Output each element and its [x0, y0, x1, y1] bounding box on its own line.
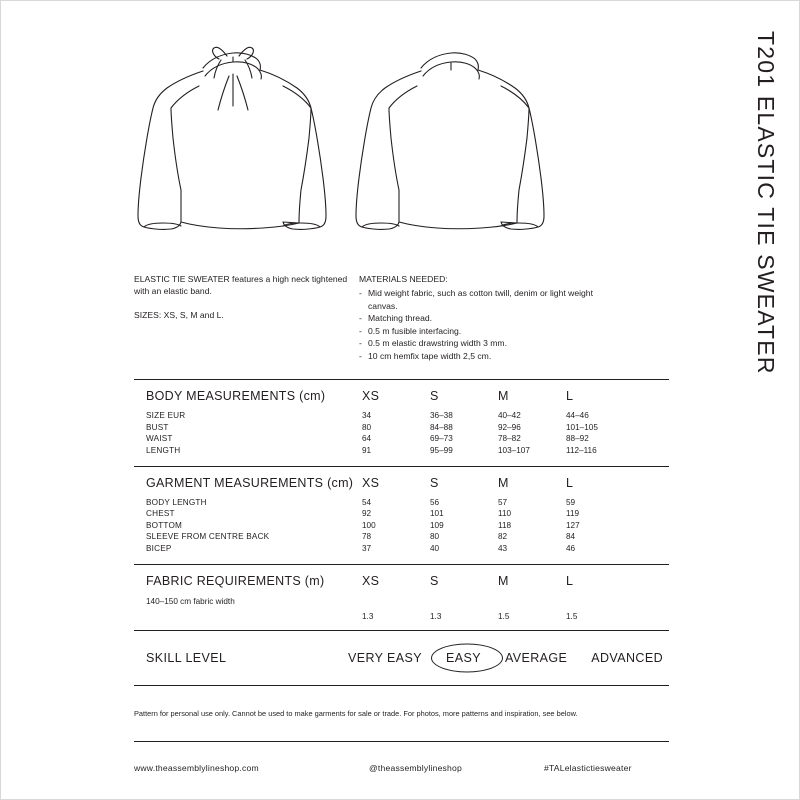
table-row	[134, 508, 669, 520]
row-label: WAIST	[146, 434, 173, 444]
materials-block	[359, 273, 609, 362]
sizes-text: SIZES: XS, S, M and L.	[134, 309, 224, 320]
column-header-s: S	[430, 573, 439, 588]
body-measurements-section	[134, 380, 669, 467]
table-row	[134, 410, 669, 422]
cell: 44–46	[566, 411, 589, 420]
table-row	[134, 497, 669, 509]
cell: 84–88	[430, 422, 453, 432]
column-header-xs: XS	[362, 389, 380, 403]
description-text: features a high neck tightened with an elastic band.	[134, 274, 348, 297]
table-header-row	[134, 574, 669, 595]
cell: 80	[362, 422, 372, 432]
table-title: BODY MEASUREMENTS (cm)	[146, 389, 326, 403]
garment-measurements-section	[134, 467, 669, 565]
skill-option-very-easy[interactable]: VERY EASY	[347, 650, 422, 665]
cell: 1.3	[430, 611, 442, 621]
list-item: - Matching thread.	[359, 312, 609, 324]
table-row	[134, 543, 669, 555]
column-header-m: M	[498, 389, 509, 403]
footer-divider	[134, 741, 669, 742]
row-label: CHEST	[146, 509, 175, 519]
cell: 92–96	[498, 422, 521, 432]
cell: 101	[430, 509, 444, 519]
cell: 1.3	[362, 611, 374, 621]
column-header-l: L	[566, 475, 574, 490]
cell: 118	[498, 520, 512, 530]
cell: 80	[430, 532, 440, 542]
skill-level-section	[134, 631, 669, 685]
column-header-m: M	[498, 475, 509, 490]
cell: 69–73	[430, 434, 453, 444]
skill-option-easy-selected[interactable]: EASY	[446, 650, 481, 665]
row-label: 140–150 cm fabric width	[146, 596, 235, 606]
materials-title: MATERIALS NEEDED:	[359, 274, 448, 284]
technical-drawings	[111, 26, 651, 271]
cell: 78–82	[498, 434, 521, 444]
website-link[interactable]: www.theassemblylineshop.com	[134, 763, 259, 773]
column-header-xs: XS	[362, 475, 380, 490]
column-header-l: L	[566, 573, 574, 588]
front-view-illustration	[138, 47, 326, 229]
cell: 95–99	[430, 445, 453, 455]
description-block	[134, 273, 349, 321]
hashtag[interactable]: #TALelastictiesweater	[544, 763, 632, 773]
cell: 84	[566, 532, 576, 542]
column-header-l: L	[566, 389, 574, 403]
row-label: BODY LENGTH	[146, 497, 207, 507]
description-title: ELASTIC TIE SWEATER	[134, 274, 230, 284]
cell: 56	[430, 497, 440, 507]
table-row	[134, 422, 669, 434]
table-header-row	[134, 389, 669, 410]
cell: 127	[566, 520, 580, 530]
cell: 43	[498, 544, 508, 554]
cell: 1.5	[498, 611, 510, 621]
cell: 101–105	[566, 422, 598, 432]
cell: 59	[566, 497, 576, 507]
table-row	[134, 520, 669, 532]
list-item: - Mid weight fabric, such as cotton twill, denim or light weight canvas.	[359, 287, 609, 312]
row-label: LENGTH	[146, 445, 181, 455]
cell: 110	[498, 509, 512, 519]
back-view-illustration	[356, 53, 544, 230]
cell: 91	[362, 445, 372, 455]
skill-level-title: SKILL LEVEL	[146, 650, 227, 665]
cell: 64	[362, 434, 372, 444]
list-item: - 0.5 m elastic drawstring width 3 mm.	[359, 337, 609, 349]
cell: 40–42	[498, 411, 521, 420]
cell: 36–38	[430, 411, 453, 420]
cell: 40	[430, 544, 440, 554]
list-item: - 10 cm hemfix tape width 2,5 cm.	[359, 350, 609, 362]
row-label: SLEEVE FROM CENTRE BACK	[146, 532, 270, 542]
cell: 100	[362, 520, 376, 530]
materials-list	[359, 287, 609, 362]
row-label: BICEP	[146, 544, 172, 554]
column-header-s: S	[430, 475, 439, 490]
table-title: FABRIC REQUIREMENTS (m)	[146, 573, 325, 588]
table-title: GARMENT MEASUREMENTS (cm)	[146, 475, 354, 490]
cell: 92	[362, 509, 372, 519]
table-row	[134, 445, 669, 457]
page-title: T201 ELASTIC TIE SWEATER	[753, 31, 779, 375]
cell: 109	[430, 520, 444, 530]
column-header-m: M	[498, 573, 509, 588]
cell: 112–116	[566, 445, 597, 455]
row-label: SIZE EUR	[146, 411, 186, 420]
cell: 82	[498, 532, 508, 542]
table-row	[134, 612, 669, 621]
instagram-handle[interactable]: @theassemblylineshop	[369, 763, 462, 773]
table-row	[134, 433, 669, 445]
cell: 57	[498, 497, 508, 507]
cell: 46	[566, 544, 576, 554]
cell: 54	[362, 497, 372, 507]
list-item: - 0.5 m fusible interfacing.	[359, 325, 609, 337]
skill-level-options	[334, 651, 669, 665]
cell: 78	[362, 532, 372, 542]
column-header-s: S	[430, 389, 439, 403]
footer	[134, 763, 679, 773]
cell: 37	[362, 544, 372, 554]
cell: 1.5	[566, 611, 578, 621]
table-row	[134, 531, 669, 543]
table-header-row	[134, 476, 669, 497]
fabric-requirements-section	[134, 565, 669, 631]
column-header-xs: XS	[362, 573, 380, 588]
skill-option-average[interactable]: AVERAGE	[504, 650, 568, 665]
row-label: BOTTOM	[146, 520, 183, 530]
cell: 119	[566, 509, 580, 519]
measurement-tables	[134, 379, 669, 686]
cell: 88–92	[566, 434, 589, 444]
skill-option-advanced[interactable]: ADVANCED	[591, 650, 663, 665]
cell: 103–107	[498, 445, 530, 455]
cell: 34	[362, 411, 372, 420]
row-label: BUST	[146, 422, 169, 432]
usage-note: Pattern for personal use only. Cannot be used to make garments for sale or trade. For photos, more patterns and inspiration, see below.	[134, 709, 578, 718]
